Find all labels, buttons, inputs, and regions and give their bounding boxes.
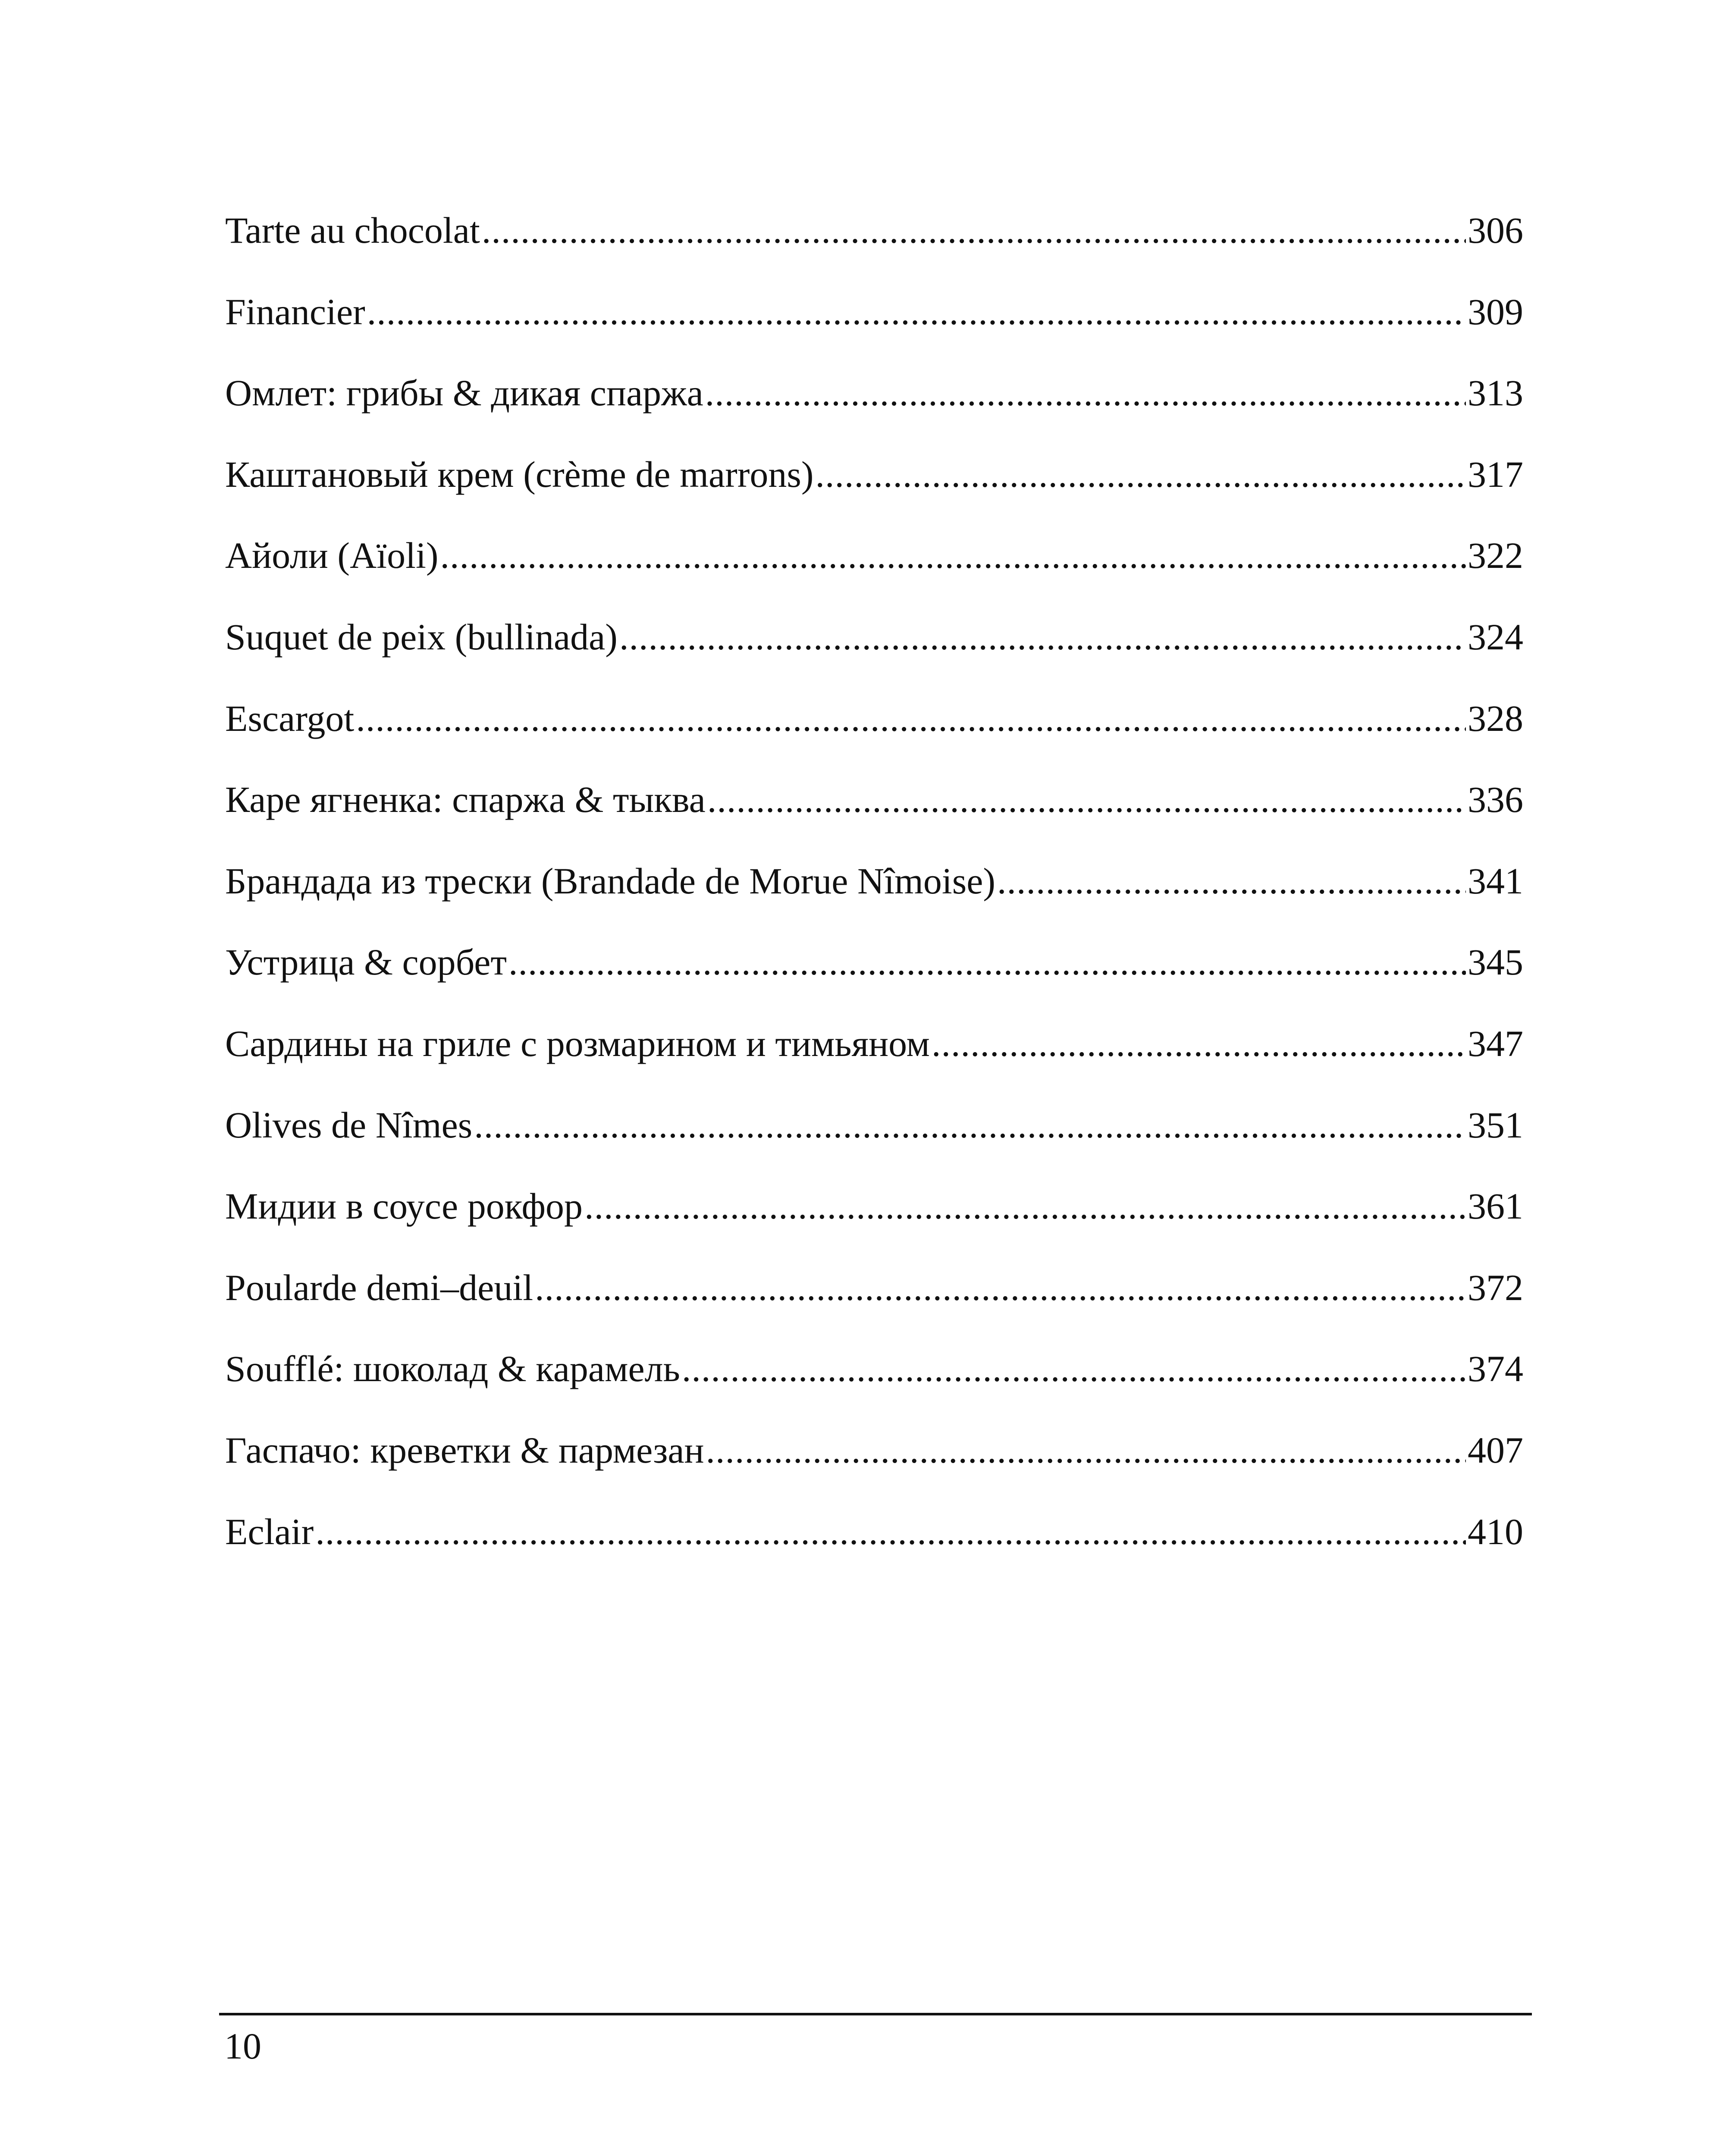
toc-entry-page: 347 <box>1468 1022 1523 1064</box>
toc-entry-title: Устрица & сорбет <box>225 941 507 983</box>
toc-entry <box>225 1003 1523 1084</box>
toc-entry-page: 336 <box>1468 779 1523 821</box>
toc-dot-leader <box>705 352 1466 434</box>
toc-dot-leader <box>816 434 1466 515</box>
toc-entry-page: 324 <box>1468 616 1523 658</box>
toc-entry <box>225 271 1523 353</box>
toc-entry-title: Каре ягненка: спаржа & тыква <box>225 779 706 821</box>
toc-entry-title: Мидии в соусе рокфор <box>225 1185 583 1227</box>
toc-dot-leader <box>474 1084 1466 1166</box>
toc-entry-title: Olives de Nîmes <box>225 1104 473 1146</box>
toc-entry-title: Suquet de peix (bullinada) <box>225 616 618 658</box>
toc-dot-leader <box>315 1491 1466 1573</box>
toc-entry <box>225 352 1523 434</box>
toc-entry-page: 407 <box>1468 1429 1523 1471</box>
footer-rule <box>219 2013 1532 2015</box>
toc-entry <box>225 840 1523 922</box>
toc-entry-title: Брандада из трески (Brandade de Morue Nîmoise) <box>225 860 996 902</box>
toc-entry-title: Каштановый крем (crème de marrons) <box>225 453 814 495</box>
toc-entry-page: 317 <box>1468 453 1523 495</box>
toc-entry-title: Гаспачо: креветки & пармезан <box>225 1429 704 1471</box>
toc-entry-title: Eclair <box>225 1510 314 1552</box>
toc-entry <box>225 1491 1523 1573</box>
toc-entry-page: 345 <box>1468 941 1523 983</box>
toc-entry <box>225 190 1523 271</box>
toc-entry-page: 341 <box>1468 860 1523 902</box>
toc-entry <box>225 1328 1523 1410</box>
toc-entry <box>225 1084 1523 1166</box>
toc-entry <box>225 596 1523 678</box>
toc-entry-title: Айоли (Aïoli) <box>225 535 439 577</box>
toc-entry-page: 372 <box>1468 1266 1523 1308</box>
toc-entry-title: Financier <box>225 291 365 332</box>
toc-dot-leader <box>932 1003 1466 1084</box>
table-of-contents <box>225 190 1523 1572</box>
toc-entry <box>225 759 1523 840</box>
page-number: 10 <box>224 2025 261 2067</box>
toc-entry-title: Poularde demi–deuil <box>225 1266 533 1308</box>
toc-dot-leader <box>707 759 1466 840</box>
toc-dot-leader <box>482 190 1466 271</box>
toc-dot-leader <box>356 678 1466 759</box>
toc-entry-page: 410 <box>1468 1510 1523 1552</box>
toc-entry <box>225 1247 1523 1329</box>
toc-dot-leader <box>367 271 1466 353</box>
toc-entry <box>225 678 1523 759</box>
toc-dot-leader <box>997 840 1466 922</box>
toc-dot-leader <box>682 1328 1466 1410</box>
toc-entry-page: 309 <box>1468 291 1523 332</box>
toc-entry <box>225 434 1523 515</box>
toc-entry-title: Escargot <box>225 697 355 739</box>
toc-entry <box>225 921 1523 1003</box>
toc-entry-title: Soufflé: шоколад & карамель <box>225 1348 680 1390</box>
toc-entry <box>225 1410 1523 1491</box>
toc-entry-page: 306 <box>1468 210 1523 251</box>
toc-entry-page: 351 <box>1468 1104 1523 1146</box>
toc-dot-leader <box>619 596 1466 678</box>
toc-entry-title: Омлет: грибы & дикая спаржа <box>225 372 703 414</box>
toc-entry-page: 361 <box>1468 1185 1523 1227</box>
toc-entry <box>225 515 1523 596</box>
toc-dot-leader <box>706 1410 1466 1491</box>
toc-entry <box>225 1166 1523 1247</box>
toc-entry-title: Tarte au chocolat <box>225 210 480 251</box>
toc-entry-page: 328 <box>1468 697 1523 739</box>
toc-dot-leader <box>508 921 1466 1003</box>
toc-entry-page: 322 <box>1468 535 1523 577</box>
toc-dot-leader <box>535 1247 1466 1329</box>
toc-dot-leader <box>584 1166 1466 1247</box>
toc-entry-page: 374 <box>1468 1348 1523 1390</box>
toc-entry-title: Сардины на гриле с розмарином и тимьяном <box>225 1022 930 1064</box>
toc-entry-page: 313 <box>1468 372 1523 414</box>
toc-dot-leader <box>440 515 1466 596</box>
